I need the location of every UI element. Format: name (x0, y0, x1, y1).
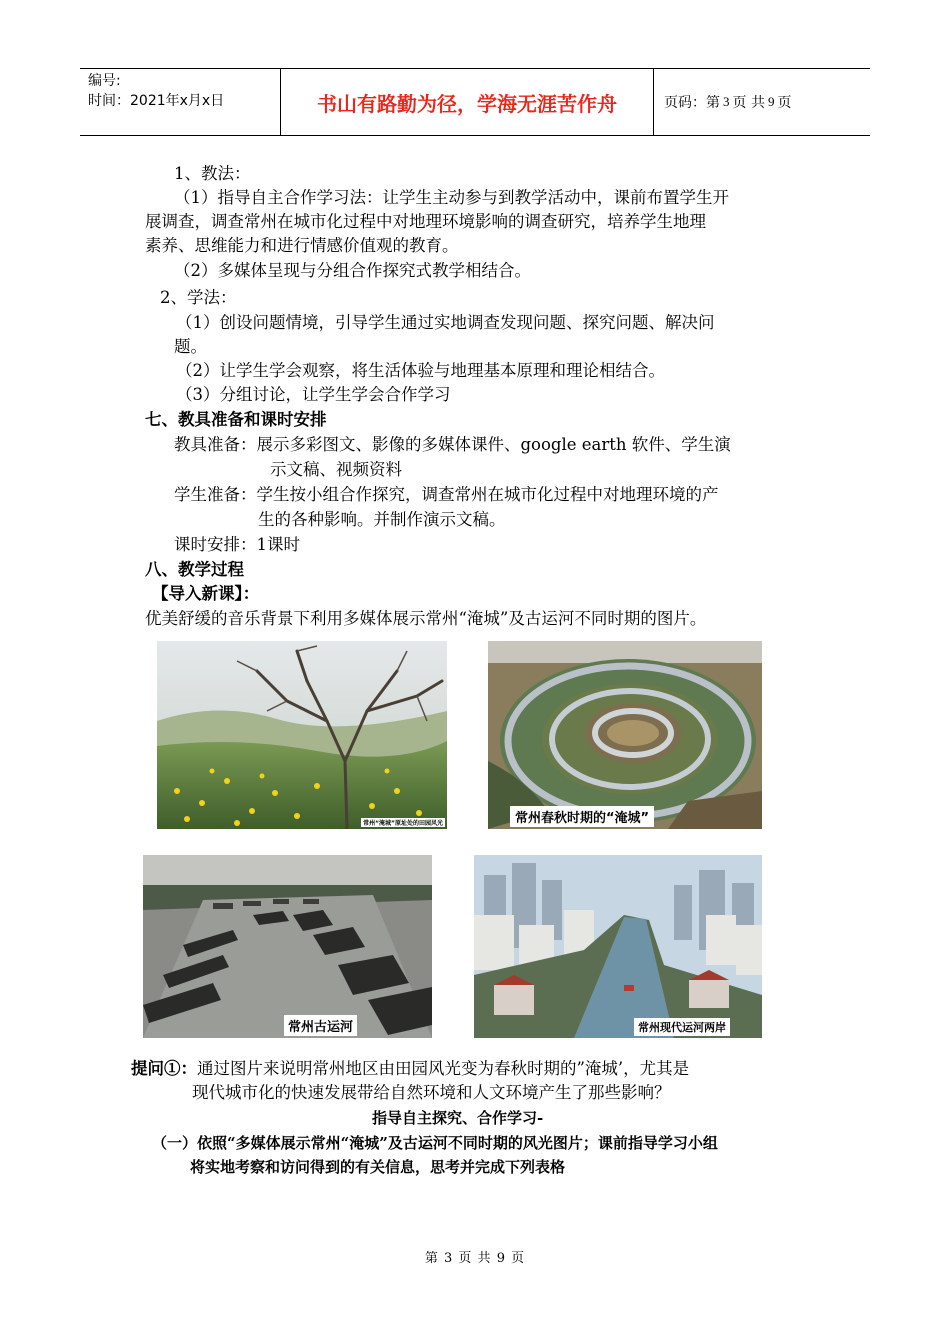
subsection-heading: 指导自主探究、合作学习- (372, 1109, 544, 1127)
question-label: 提问①： (131, 1059, 197, 1078)
body-line: 示文稿、视频资料 (270, 460, 402, 479)
task-line: 将实地考察和访问得到的有关信息，思考并完成下列表格 (190, 1158, 566, 1176)
body-line: 素养、思维能力和进行情感价值观的教育。 (145, 236, 459, 255)
photo-caption: 常州古运河 (284, 1015, 357, 1036)
photo-countryside (157, 641, 447, 829)
body-line: （1）创设问题情境，引导学生通过实地调查发现问题、探究问题、解决问 (176, 313, 715, 332)
body-line: （2）多媒体呈现与分组合作探究式教学相结合。 (174, 261, 531, 280)
page-footer: 第 3 页 共 9 页 (424, 1251, 526, 1266)
body-line: （2）让学生学会观察，将生活体验与地理基本原理和理论相结合。 (176, 361, 665, 380)
photo-yancheng-aerial (488, 641, 762, 829)
body-line: 生的各种影响。并制作演示文稿。 (258, 510, 506, 529)
page-label-suffix: 页 (777, 95, 792, 111)
question-line: 现代城市化的快速发展带给自然环境和人文环境产生了那些影响？ (192, 1083, 671, 1102)
page-total: 9 (767, 94, 775, 109)
photo-modern-canal (474, 855, 762, 1038)
intro-heading: 【导入新课】： (152, 584, 260, 603)
learning-method-heading: 2、学法： (160, 288, 237, 307)
page-label-prefix: 页码：第 (664, 95, 720, 111)
section-heading: 七、教具准备和课时安排 (145, 410, 327, 429)
photo-ancient-canal (143, 855, 432, 1038)
header-meta (80, 69, 281, 135)
page-label-mid: 页 共 (732, 95, 765, 111)
body-line: 题。 (174, 337, 207, 356)
body-line: 学生准备：学生按小组合作探究，调查常州在城市化过程中对地理环境的产 (174, 485, 719, 504)
photo-caption: 常州“淹城”原址处的田园风光 (363, 820, 443, 827)
section-heading: 八、教学过程 (145, 560, 244, 579)
body-line: 教具准备：展示多彩图文、影像的多媒体课件、google earth 软件、学生演 (174, 435, 731, 454)
header-motto: 书山有路勤为径，学海无涯苦作舟 (281, 69, 654, 135)
document-date: 时间：2021年x月x日 (88, 93, 225, 109)
body-line: （1）指导自主合作学习法：让学生主动参与到教学活动中，课前布置学生开 (174, 188, 729, 207)
body-line: （3）分组讨论，让学生学会合作学习 (176, 385, 451, 404)
body-line: 展调查，调查常州在城市化过程中对地理环境影响的调查研究，培养学生地理 (145, 212, 706, 231)
header-page-number (654, 69, 870, 135)
body-line: 优美舒缓的音乐背景下利用多媒体展示常州“淹城”及古运河不同时期的图片。 (145, 609, 707, 628)
page-current: 3 (723, 94, 730, 109)
page-header (80, 68, 870, 136)
task-line: （一）依照“多媒体展示常州“淹城”及古运河不同时期的风光图片；课前指导学习小组 (152, 1134, 718, 1152)
teaching-method-heading: 1、教法： (174, 164, 251, 183)
body-line: 课时安排：1课时 (174, 535, 300, 554)
photo-caption: 常州现代运河两岸 (634, 1018, 730, 1036)
question-line: 提问①：通过图片来说明常州地区由田园风光变为春秋时期的”淹城’，尤其是 (131, 1059, 690, 1078)
document-number-label: 编号: (88, 73, 121, 89)
photo-caption: 常州春秋时期的“淹城” (510, 806, 654, 827)
